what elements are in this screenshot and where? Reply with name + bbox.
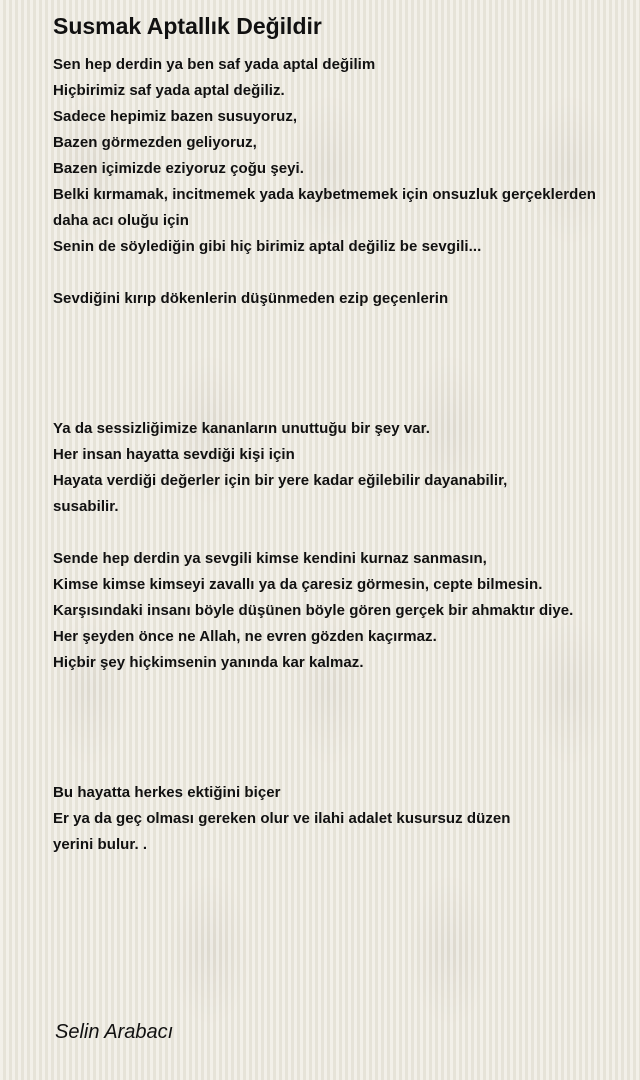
poem-line: Senin de söylediğin gibi hiç birimiz aptal değiliz be sevgili... (53, 238, 482, 255)
poem-body (53, 52, 638, 858)
poem-author: Selin Arabacı (55, 1021, 174, 1043)
poem-line: Belki kırmamak, incitmemek yada kaybetmemek için onsuzluk gerçeklerden (53, 186, 596, 203)
stanza-break (53, 728, 638, 754)
stanza-break (53, 520, 638, 546)
poem-line: Her insan hayatta sevdiği kişi için (53, 446, 295, 463)
poem-title: Susmak Aptallık Değildir (53, 13, 322, 39)
stanza-break (53, 364, 638, 390)
poem-line: Kimse kimse kimseyi zavallı ya da çaresiz görmesin, cepte bilmesin. (53, 576, 543, 593)
stanza-break (53, 338, 638, 364)
poem-line: Bazen içimizde eziyoruz çoğu şeyi. (53, 160, 304, 177)
stanza-break (53, 754, 638, 780)
poem-line: Hiçbir şey hiçkimsenin yanında kar kalmaz. (53, 654, 364, 671)
poem-line: Sende hep derdin ya sevgili kimse kendini kurnaz sanmasın, (53, 550, 487, 567)
poem-line: Ya da sessizliğimize kananların unuttuğu bir şey var. (53, 420, 430, 437)
stanza-break (53, 312, 638, 338)
poem-line: Sen hep derdin ya ben saf yada aptal değilim (53, 56, 376, 73)
poem-line: daha acı oluğu için (53, 212, 189, 229)
poem-line: Hiçbirimiz saf yada aptal değiliz. (53, 82, 285, 99)
poem-line: Her şeyden önce ne Allah, ne evren gözden kaçırmaz. (53, 628, 437, 645)
stanza-break (53, 390, 638, 416)
poem-line: susabilir. (53, 498, 119, 515)
poem-line: Sevdiğini kırıp dökenlerin düşünmeden ezip geçenlerin (53, 290, 449, 307)
stanza-break (53, 702, 638, 728)
stanza-break (53, 676, 638, 702)
poem-line: Karşısındaki insanı böyle düşünen böyle gören gerçek bir ahmaktır diye. (53, 602, 574, 619)
poem-line: Sadece hepimiz bazen susuyoruz, (53, 108, 298, 125)
stanza-break (53, 260, 638, 286)
poem-line: yerini bulur. . (53, 836, 148, 853)
poem-line: Hayata verdiği değerler için bir yere kadar eğilebilir dayanabilir, (53, 472, 508, 489)
poem-line: Bazen görmezden geliyoruz, (53, 134, 257, 151)
poem-line: Er ya da geç olması gereken olur ve ilahi adalet kusursuz düzen (53, 810, 511, 827)
poem-line: Bu hayatta herkes ektiğini biçer (53, 784, 281, 801)
